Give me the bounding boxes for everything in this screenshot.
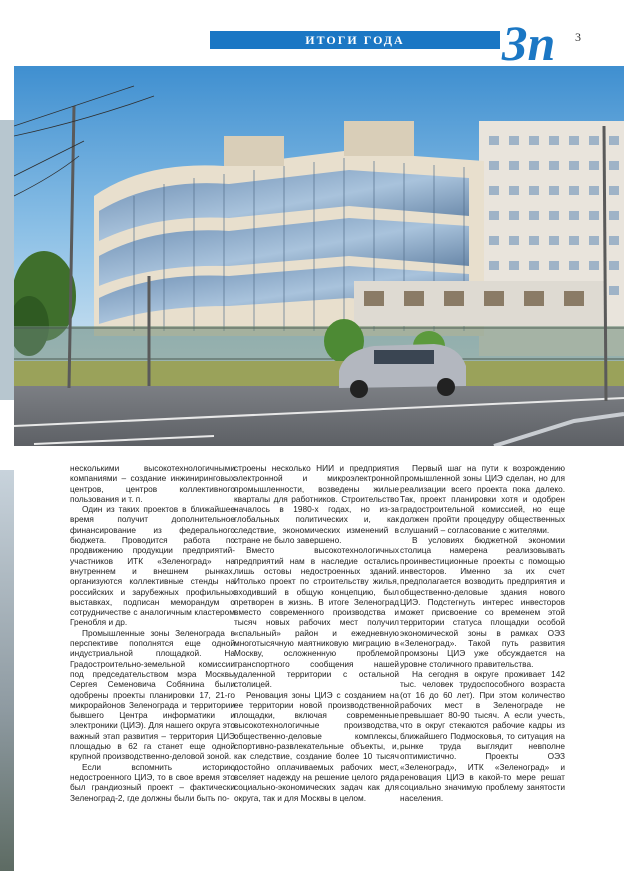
page-header — [0, 0, 624, 66]
paragraph: Один из таких проектов в ближайшее время получит дополнительное финансирование из федерального бюджета. Проводится работа по продвижению продукции предприятий-участников ИТК «Зеленоград» на внутреннем и внешнем рынках, организуются коллективные стенды на российских и зарубежных профильных выставках, подписан меморандум о сотрудничестве с аналогичным кластером Гренобля и др. — [70, 504, 235, 628]
logo-text: Зп — [502, 15, 556, 66]
paragraph: На сегодня в округе проживает 142 тыс. человек трудоспособного возраста (от 16 до 60 лет). При этом количество рабочих мест в Зеленограде не превышает 80-90 тысяч. А если учесть, что в округ стекаются рабочие кадры из ближайшего Подмосковья, то ситуация на рынке труда выглядит невполне оптимистично. Проекты ОЭЗ «Зеленоград», ИТК «Зеленоград» и реновация ЦИЭ в какой-то мере решат социально значимую проблему занятости населения. — [400, 668, 565, 803]
paragraph: В условиях бюджетной экономии столица намерена реализовывать проинвестиционные проекты с помощью инвесторов. Именно за их счет предполагается возводить предприятия и общественно-деловые здания нового ЦИЭ. Подстегнуть интерес инвесторов может присвоение со временем этой территории статуса площадки особой экономической зоны в рамках ОЭЗ «Зеленоград». Такой путь развития промзоны ЦИЭ уже обсуждается на уровне столичного правительства. — [400, 535, 565, 669]
building-photo — [14, 66, 624, 446]
page-edge-photo-strip — [0, 120, 14, 400]
article-body — [70, 463, 610, 863]
paragraph: Первый шаг на пути к возрождению промышленной зоны ЦИЭ сделан, но для реализации всего проекта пока далеко. Так, проект планировки хотя и одобрен градостроительной комиссией, но еще должен пройти процедуру общественных слушаний – согласование с жителями. — [400, 463, 565, 535]
page-edge-photo-strip-lower — [0, 470, 14, 871]
paragraph: Реновация зоны ЦИЭ с созданием на ее территории новой производственной площадки, включая современные высокотехнологичные производства, общественно-деловые комплексы, спортивно-развлекательные объекты, и, как следствие, создание более 10 тысяч достойно оплачиваемых рабочих мест, вселяет надежду на решение целого ряда социально-экономических задач как для округа, так и для Москвы в целом. — [234, 689, 399, 803]
paragraph: Промышленные зоны Зеленограда в перспективе пополнятся еще одной индустриальной площадкой. На Градостроительно-земельной комиссии под председательством мэра Москвы Сергея Семеновича Собянина были одобрены проекты планировки 17, 21-го микрорайонов Зеленограда и территории бывшего Центра информатики и электроники (ЦИЭ). Для нашего округа это важный этап развития – территория ЦИЭ площадью в 62 га станет еще одной крупной производственно-деловой зоной. — [70, 627, 235, 762]
section-title: ИТОГИ ГОДА — [305, 33, 405, 47]
zp-logo — [500, 14, 558, 66]
article-column-3 — [400, 463, 565, 803]
article-column-2 — [234, 463, 399, 803]
page-number: 3 — [575, 30, 581, 44]
paragraph: Если вспомнить историю недостроенного ЦИЭ, то в свое время это был грандиозный проект – фактически Зеленоград-2, где должны были быть по- — [70, 761, 235, 803]
paragraph: несколькими высокотехнологичными компаниями – создание инжиниринговых центров, центров коллективного пользования и т. п. — [70, 463, 235, 504]
paragraph: Вместо высокотехнологичных предприятий нам в наследие остались лишь остовы недостроенных зданий. Итолько проект по строительству жилья, входивший в общую концепцию, был претворен в жизнь. В итоге Зеленоград вместо современного производства и тысяч новых рабочих мест получил «спальный» район и ежедневную многотысячную маятниковую миграцию в Москву, осложненную проблемой транспортного сообщения нашей удаленной территории с остальной столицей. — [234, 545, 399, 690]
article-column-1 — [70, 463, 235, 803]
paragraph: строены несколько НИИ и предприятия электронной и микроэлектронной промышленности, возведены жилые кварталы для работников. Строительство началось в 1980-х годах, но из-за глобальных политических и, как следствие, экономических изменений в стране не было завершено. — [234, 463, 399, 546]
